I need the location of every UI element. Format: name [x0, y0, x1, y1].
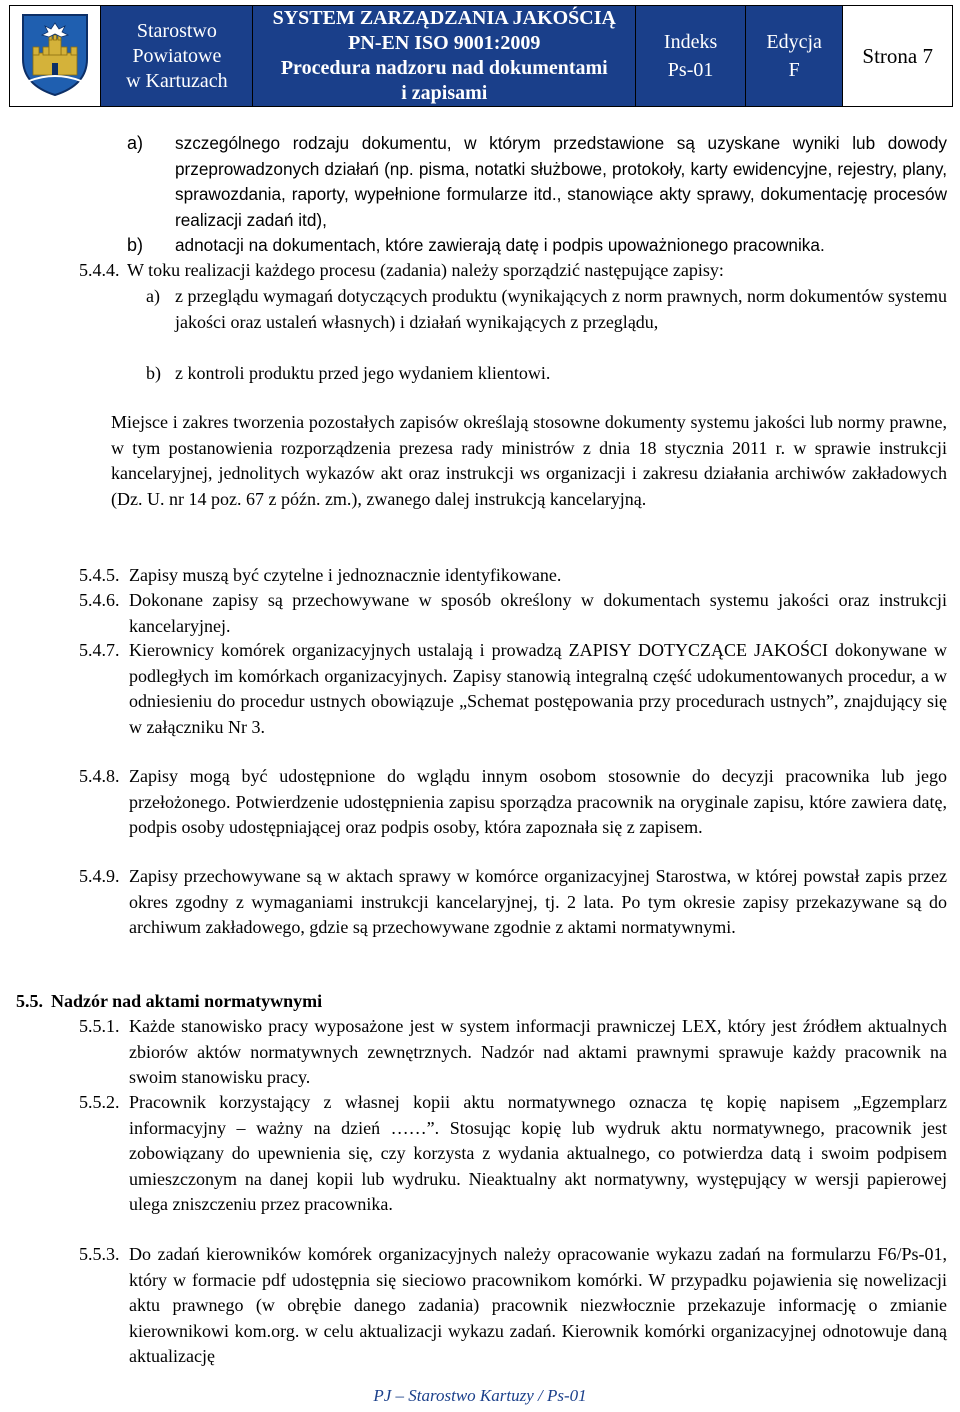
- section-heading-5-5: Nadzór nad aktami normatywnymi: [51, 991, 323, 1011]
- list-item-544-a: z przeglądu wymagań dotyczących produktu (wynikających z norm prawnych, norm dokumentów systemu jakości oraz ustaleń własnych) i działań wynikających z przeglądu,: [175, 286, 947, 332]
- item-number-5-4-6: 5.4.6.: [79, 590, 120, 610]
- header-title: [253, 6, 636, 107]
- section-text-5-4-4: W toku realizacji każdego procesu (zadania) należy sporządzić następujące zapisy:: [127, 260, 724, 280]
- coat-of-arms-icon: [19, 11, 91, 97]
- document-header: [9, 5, 953, 107]
- item-number-5-4-5: 5.4.5.: [79, 565, 120, 585]
- item-text-5-5-2: Pracownik korzystający z własnej kopii aktu normatywnego oznacza tę kopię napisem „Egzemplarz informacyjny – ważny na dzień ……”. Stosując kopię lub wydruk aktu normatywnego, pracownik jest zobowiązany do upewnienia się, czy korzysta z wydania aktualnego, co potwierdza datą i swoim podpisem umieszczonym na danej kopii lub wydruku. Nieaktualny akt normatywny, występujący w wersji papierowej ulega zniszczeniu przez pracownika.: [129, 1092, 947, 1214]
- item-text-5-4-5: Zapisy muszą być czytelne i jednoznacznie identyfikowane.: [129, 565, 562, 585]
- header-organization: [101, 6, 253, 107]
- title-line-4: i zapisami: [401, 82, 488, 104]
- item-number-5-4-9: 5.4.9.: [79, 866, 120, 886]
- item-number-5-4-8: 5.4.8.: [79, 766, 120, 786]
- title-line-3: Procedura nadzoru nad dokumentami: [280, 57, 608, 79]
- item-text-5-4-9: Zapisy przechowywane są w aktach sprawy w komórce organizacyjnej Starostwa, w której powstał zapis przez okres zgodny z wymaganiami instrukcji kancelaryjnej, tj. 2 lata. Po tym okresie zapisy przekazywane są do archiwum zakładowego, gdzie są przechowywane zgodnie z aktami normatywnymi.: [129, 866, 947, 937]
- list-item-b-text: adnotacji na dokumentach, które zawierają datę i podpis upoważnionego pracownika.: [175, 235, 825, 255]
- header-index: [636, 6, 746, 107]
- item-text-5-5-1: Każde stanowisko pracy wyposażone jest w system informacji prawniczej LEX, który jest źródłem aktualnych zbiorów aktów normatywnych zewnętrznych. Nadzór nad aktami prawnymi sprawuje każdy pracownik na swoim stanowisku pracy.: [129, 1016, 947, 1087]
- page-footer: PJ – Starostwo Kartuzy / Ps-01: [373, 1386, 587, 1405]
- org-line-2: Powiatowe: [132, 44, 222, 67]
- list-item-a-text: szczególnego rodzaju dokumentu, w którym przedstawione są uzyskane wyniki lub dowody przeprowadzonych działań (np. pisma, notatki służbowe, protokoły, karty ewidencyjne, rejestry, plany, sprawozdania, raporty, wypełnione formularze itd., stanowiące akty sprawy, dokumentację procesów realizacji zadań itd),: [175, 133, 947, 230]
- list-marker-544-a: a): [146, 286, 160, 306]
- title-line-1: SYSTEM ZARZĄDZANIA JAKOŚCIĄ: [272, 7, 616, 29]
- title-line-2: PN-EN ISO 9001:2009: [348, 32, 541, 54]
- header-logo-cell: [10, 6, 101, 107]
- edition-label: Edycja: [766, 31, 822, 53]
- item-number-5-5-1: 5.5.1.: [79, 1016, 120, 1036]
- item-text-5-4-6: Dokonane zapisy są przechowywane w sposób określony w dokumentach systemu jakości oraz instrukcji kancelaryjnej.: [129, 590, 947, 636]
- list-item-544-b: z kontroli produktu przed jego wydaniem klientowi.: [175, 363, 551, 383]
- item-number-5-4-7: 5.4.7.: [79, 640, 120, 660]
- header-edition: [745, 6, 843, 107]
- list-marker-b: b): [127, 235, 144, 255]
- index-label: Indeks: [663, 31, 718, 53]
- list-marker-a: a): [127, 133, 144, 153]
- header-page-number: Strona 7: [843, 6, 953, 107]
- paragraph-records-scope: Miejsce i zakres tworzenia pozostałych zapisów określają stosowne dokumenty systemu jakości lub normy prawne, w tym postanowienia rozporządzenia prezesa rady ministrów z dnia 18 stycznia 2011 r. w sprawie instrukcji kancelaryjnej, jednolitych wykazów akt oraz instrukcji ws organizacji i zakresu działania archiwów zakładowych (Dz. U. nr 14 poz. 67 z późn. zm.), zwanego dalej instrukcją kancelaryjną.: [111, 412, 947, 509]
- item-text-5-4-7: Kierownicy komórek organizacyjnych ustalają i prowadzą ZAPISY DOTYCZĄCE JAKOŚCI dokonywane w podległych im komórkach organizacyjnych. Zapisy stanowią integralną część udokumentowanych procedur, a w odniesieniu do procedur ustnych obowiązuje „Schemat postępowania przy procedurach ustnych”, znajdujący się w załączniku Nr 3.: [129, 640, 947, 737]
- item-number-5-5-3: 5.5.3.: [79, 1244, 120, 1264]
- section-number-5-5: 5.5.: [16, 991, 43, 1011]
- item-number-5-5-2: 5.5.2.: [79, 1092, 120, 1112]
- item-text-5-5-3: Do zadań kierowników komórek organizacyjnych należy opracowanie wykazu zadań na formularzu F6/Ps-01, który w formacie pdf udostępnia się sieciowo pracownikom komórki. W przypadku pojawienia się nowelizacji aktu prawnego (w obrębie danego zadania) pracownik niezwłocznie przekazuje informację o zmianie kierownikowi kom.org. w celu aktualizacji wykazu zadań. Kierownik komórki organizacyjnej odnotowuje daną aktualizację: [129, 1244, 947, 1366]
- edition-value: F: [788, 59, 800, 81]
- org-line-3: w Kartuzach: [126, 69, 228, 92]
- item-text-5-4-8: Zapisy mogą być udostępnione do wglądu innym osobom stosownie do decyzji pracownika lub jego przełożonego. Potwierdzenie udostępnienia zapisu sporządza pracownik na oryginale zapisu, które zawiera datę, podpis osoby udostępniającej oraz podpis osoby, która zapoznała się z zapisem.: [129, 766, 947, 837]
- index-value: Ps-01: [667, 59, 714, 81]
- org-line-1: Starostwo: [136, 19, 217, 42]
- section-number-5-4-4: 5.4.4.: [79, 260, 120, 280]
- list-marker-544-b: b): [146, 363, 161, 383]
